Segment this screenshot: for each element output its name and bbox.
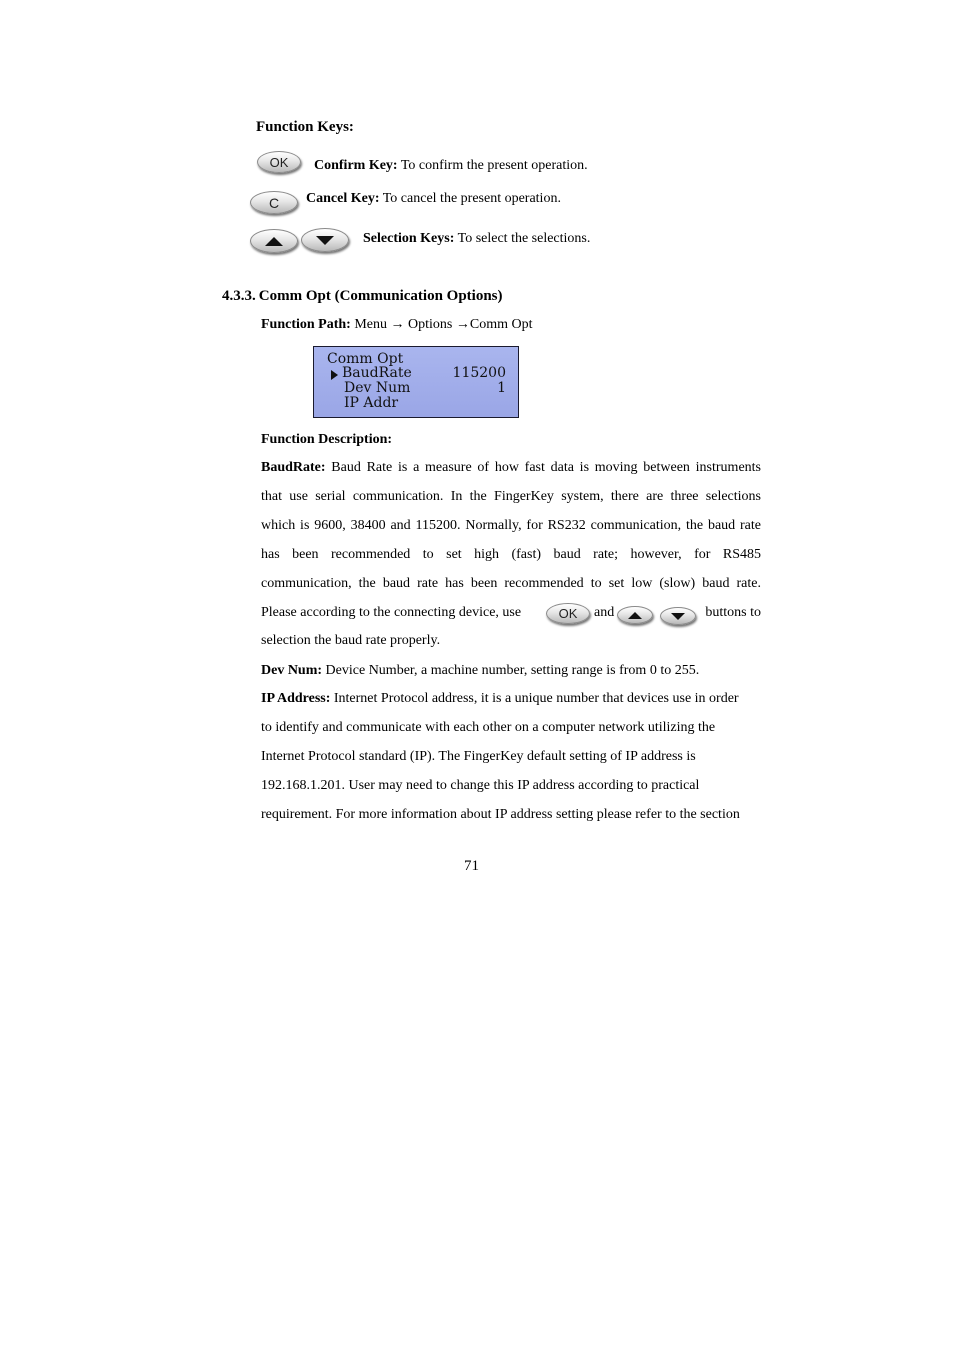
lcd-row-baudrate xyxy=(314,366,518,381)
baud-paragraph-line: has been recommended to set high (fast) baud rate; however, for RS485 xyxy=(261,547,761,562)
selection-keys-description xyxy=(363,230,590,248)
path-arrow-icon: → xyxy=(455,317,470,332)
confirm-key-label: Confirm Key: xyxy=(314,158,398,173)
cancel-key-label-text: Cancel Key: xyxy=(306,191,380,206)
ok-key-label: OK xyxy=(269,154,289,170)
path-comm-opt: Comm Opt xyxy=(469,317,533,332)
lcd-row-ipaddr xyxy=(314,396,518,411)
lcd-title: Comm Opt xyxy=(327,351,404,367)
lcd-row-value: 1 xyxy=(497,380,506,396)
down-arrow-icon xyxy=(671,613,685,620)
buttons-to-text: buttons to xyxy=(705,605,761,620)
baud-paragraph-line: Please according to the connecting device, use xyxy=(261,605,522,620)
ip-paragraph-line: IP Address: Internet Protocol address, it is a unique number that devices use in order xyxy=(261,691,739,706)
cancel-key-label: C xyxy=(268,194,280,211)
cancel-key-text: To cancel the present operation. xyxy=(379,191,561,206)
path-options: Options xyxy=(404,317,456,332)
up-arrow-icon xyxy=(265,237,283,246)
up-arrow-icon xyxy=(628,612,642,619)
baud-paragraph-line: BaudRate: Baud Rate is a measure of how fast data is moving between instruments xyxy=(261,460,761,475)
lcd-row-value: 115200 xyxy=(452,365,506,381)
ip-address-label: IP Address: xyxy=(261,691,331,706)
page-number: 71 xyxy=(464,858,479,874)
baud-paragraph-line: selection the baud rate properly. xyxy=(261,633,441,648)
ip-paragraph-line: to identify and communicate with each other on a computer network utilizing the xyxy=(261,720,716,735)
cancel-key-description xyxy=(306,190,561,208)
baud-paragraph-line: that use serial communication. In the FingerKey system, there are three selections xyxy=(261,489,761,504)
baud-paragraph-line: communication, the baud rate has been recommended to set low (slow) baud rate. xyxy=(261,576,761,591)
function-keys-heading: Function Keys: xyxy=(256,119,354,135)
down-arrow-icon xyxy=(316,236,334,245)
section-heading xyxy=(222,287,503,305)
path-menu: Menu xyxy=(350,317,391,332)
section-title: Comm Opt (Communication Options) xyxy=(258,288,503,304)
baud-paragraph-line: which is 9600, 38400 and 115200. Normally, for RS232 communication, the baud rate xyxy=(261,518,761,533)
dev-num-text: Device Number, a machine number, setting range is from 0 to 255. xyxy=(322,663,700,678)
function-description-heading: Function Description: xyxy=(261,432,393,447)
inline-ok-label: OK xyxy=(558,606,578,621)
path-arrow-icon: → xyxy=(390,317,405,332)
inline-ok-button[interactable] xyxy=(546,603,590,624)
lcd-row-label: Dev Num xyxy=(344,380,411,396)
confirm-key-description xyxy=(314,157,588,175)
ok-key-button[interactable] xyxy=(257,151,301,173)
dev-num-paragraph xyxy=(261,662,699,680)
selection-cursor-icon xyxy=(331,370,338,380)
and-text: and xyxy=(594,605,615,620)
lcd-screen xyxy=(313,346,519,418)
selection-keys-text: To select the selections. xyxy=(454,231,591,246)
baud-label: BaudRate: xyxy=(261,460,326,475)
ip-paragraph-line: 192.168.1.201. User may need to change this IP address according to practical xyxy=(261,778,700,793)
lcd-row-devnum xyxy=(314,381,518,396)
function-path-label: Function Path: xyxy=(261,317,351,332)
ip-paragraph-line: Internet Protocol standard (IP). The FingerKey default setting of IP address is xyxy=(261,749,696,764)
lcd-row-label: IP Addr xyxy=(344,395,399,411)
section-number: 4.3.3. xyxy=(222,288,256,304)
selection-keys-label: Selection Keys: xyxy=(363,231,455,246)
lcd-row-label: BaudRate xyxy=(342,365,412,381)
confirm-key-text: To confirm the present operation. xyxy=(397,158,588,173)
ip-paragraph-line: requirement. For more information about IP address setting please refer to the section xyxy=(261,807,740,822)
up-arrow-key-button[interactable] xyxy=(250,229,298,253)
dev-num-label: Dev Num: xyxy=(261,663,323,678)
down-arrow-key-button[interactable] xyxy=(301,228,349,252)
inline-down-arrow-button[interactable] xyxy=(660,607,696,625)
inline-up-arrow-button[interactable] xyxy=(617,606,653,624)
function-path xyxy=(261,316,532,334)
cancel-key-button[interactable] xyxy=(250,191,298,214)
